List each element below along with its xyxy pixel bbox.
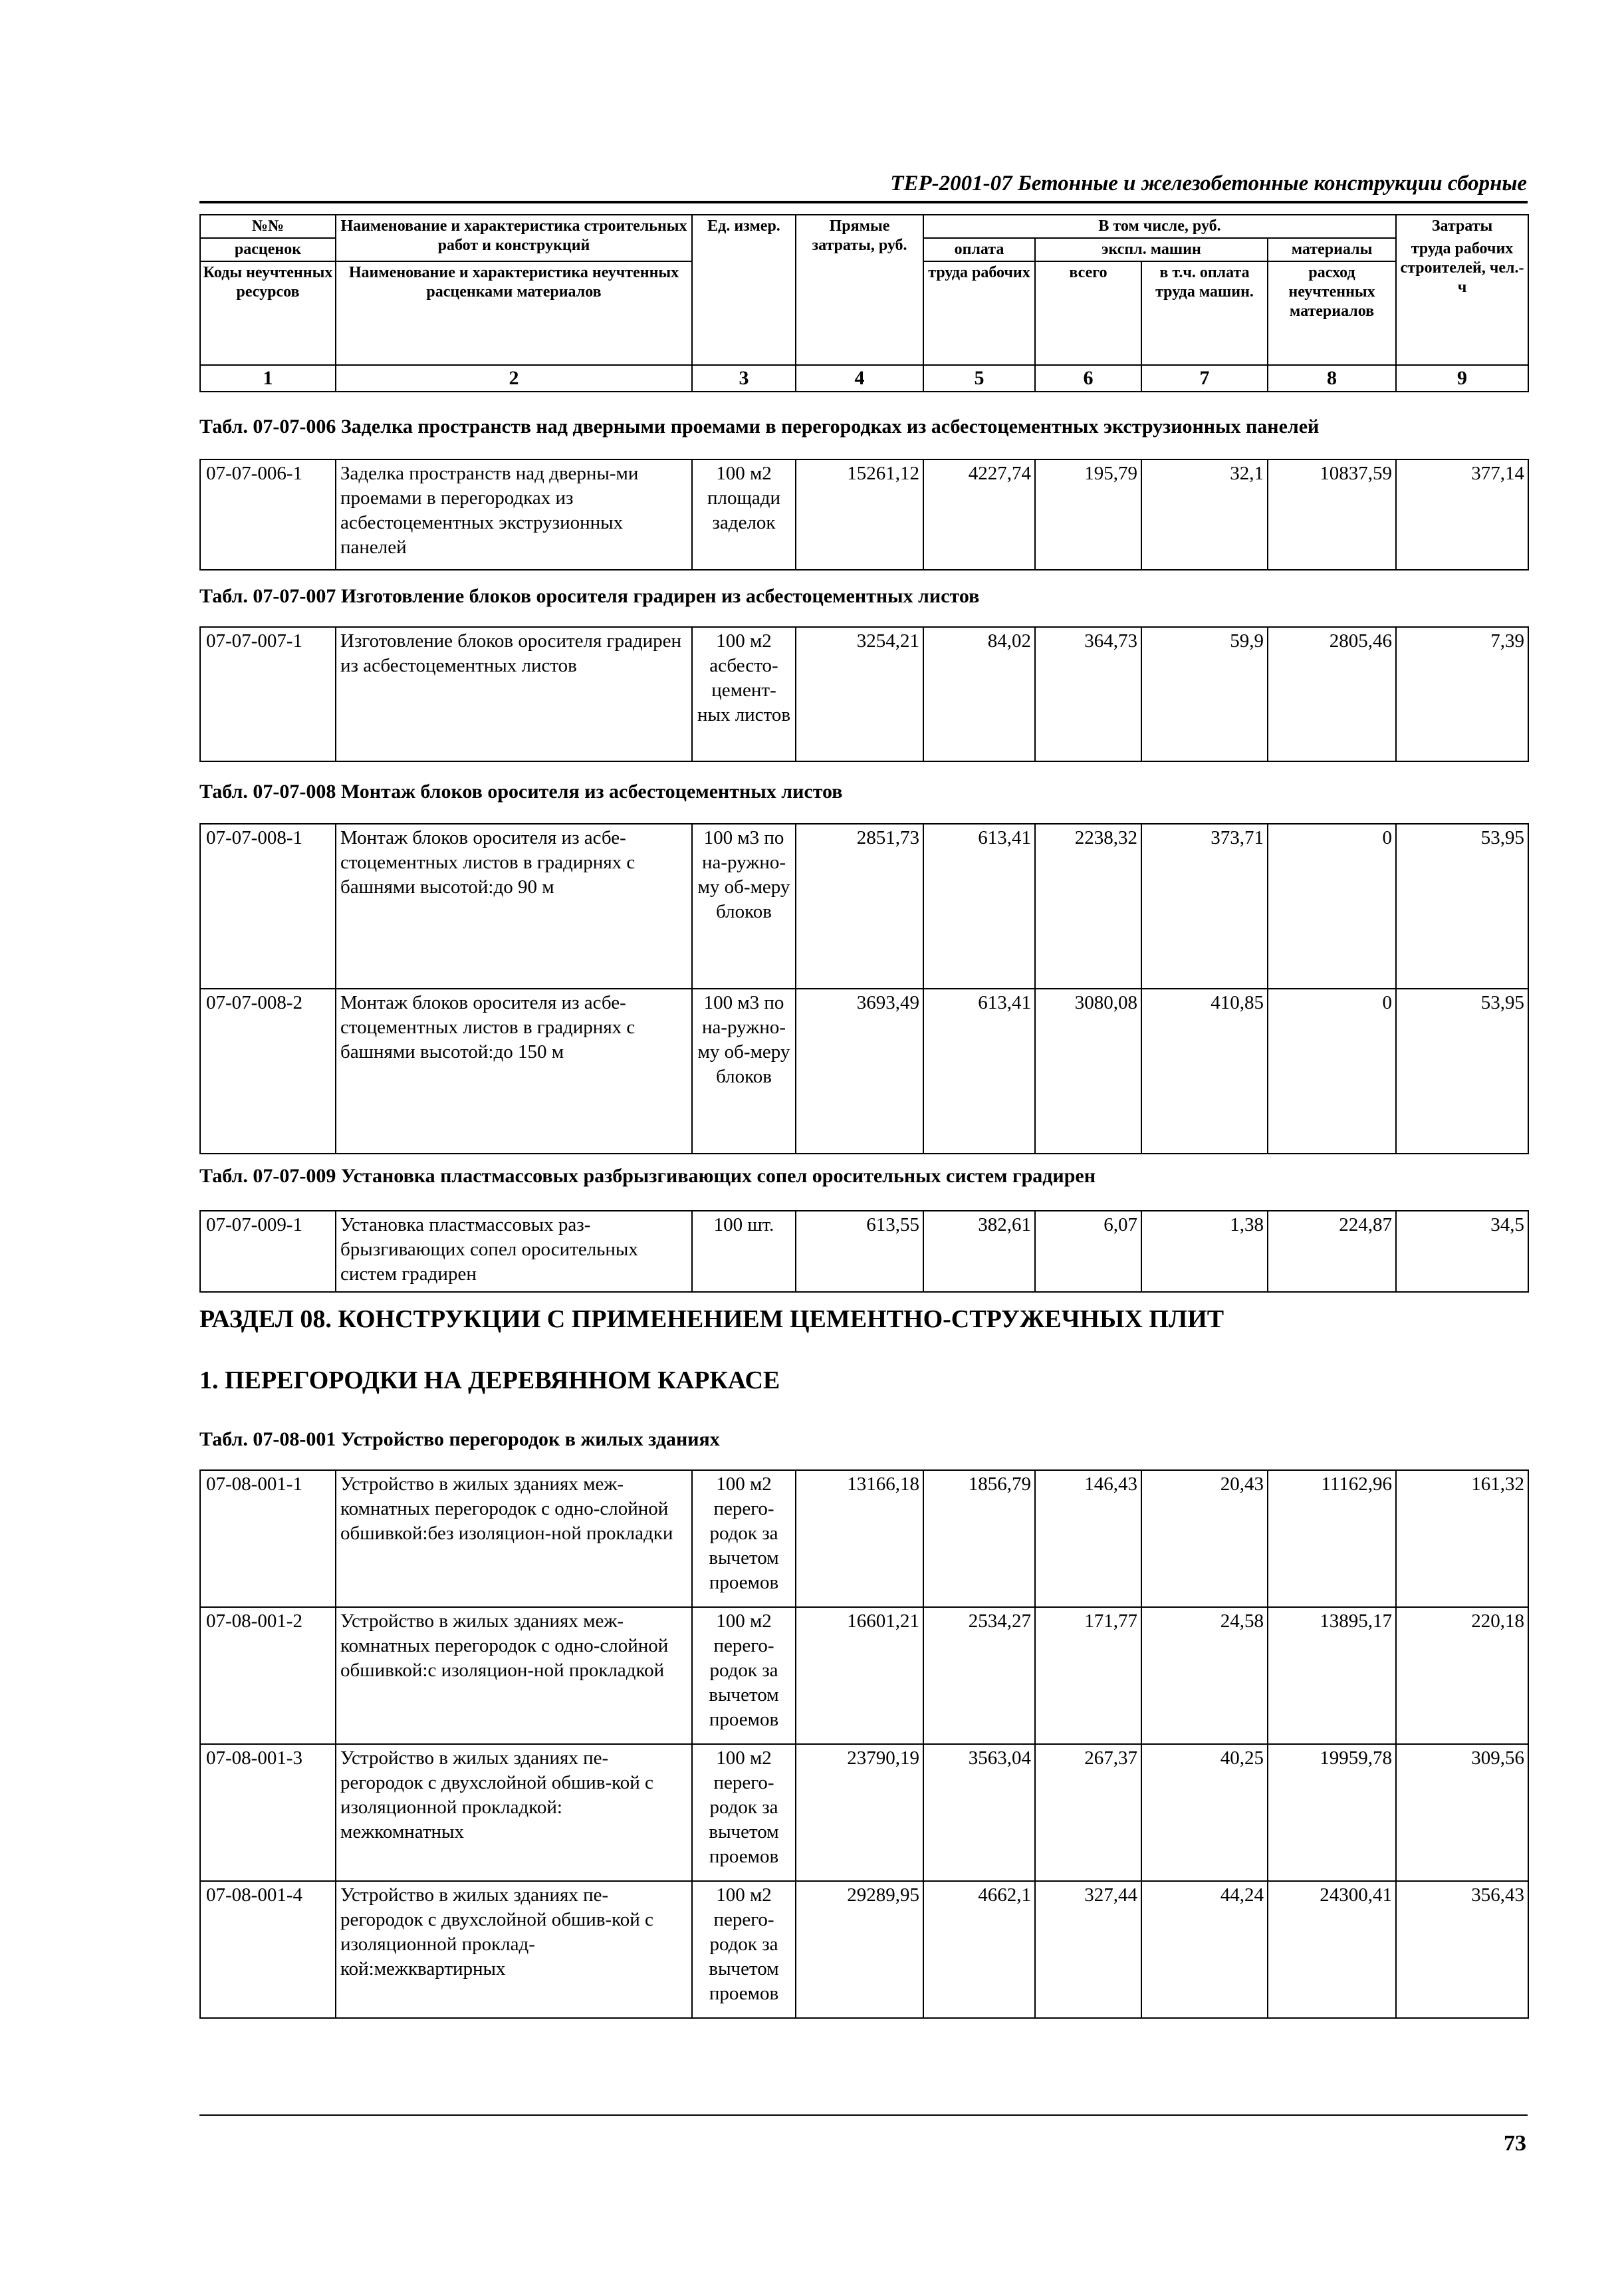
col-number-5: 5 xyxy=(923,365,1035,392)
col-machines-total-header: всего xyxy=(1035,261,1141,365)
work-name: Установка пластмассовых раз-брызгивающих сопел оросительных систем градирен xyxy=(336,1211,692,1292)
labor-hours: 356,43 xyxy=(1396,1881,1528,2018)
rate-table xyxy=(199,459,1529,571)
rate-code: 07-08-001-4 xyxy=(200,1881,336,2018)
table-row xyxy=(200,627,1528,761)
machine-labor-cost: 1,38 xyxy=(1141,1211,1268,1292)
labor-cost: 4662,1 xyxy=(923,1881,1035,2018)
col-number-6: 6 xyxy=(1035,365,1141,392)
col-name-header: Наименование и характеристика строительных работ и конструкций xyxy=(336,215,692,261)
table-row xyxy=(200,459,1528,570)
direct-cost: 13166,18 xyxy=(796,1470,923,1607)
machine-labor-cost: 410,85 xyxy=(1141,989,1268,1154)
col-materials-name-header: Наименование и характеристика неучтенных расценками материалов xyxy=(336,261,692,365)
materials-cost: 224,87 xyxy=(1268,1211,1396,1292)
col-number-1: 1 xyxy=(200,365,336,392)
rate-code: 07-07-008-2 xyxy=(200,989,336,1154)
labor-hours: 53,95 xyxy=(1396,824,1528,989)
col-number-4: 4 xyxy=(796,365,923,392)
direct-cost: 3254,21 xyxy=(796,627,923,761)
col-labor-subheader: труда рабочих xyxy=(923,261,1035,365)
machine-cost: 146,43 xyxy=(1035,1470,1141,1607)
labor-hours: 34,5 xyxy=(1396,1211,1528,1292)
table-row xyxy=(200,989,1528,1154)
machine-labor-cost: 32,1 xyxy=(1141,459,1268,570)
machine-cost: 327,44 xyxy=(1035,1881,1141,2018)
unit-of-measure: 100 м2 перего-родок за вычетом проемов xyxy=(692,1744,796,1881)
col-code-subheader: расценок xyxy=(200,238,336,261)
materials-cost: 2805,46 xyxy=(1268,627,1396,761)
machine-labor-cost: 373,71 xyxy=(1141,824,1268,989)
materials-cost: 13895,17 xyxy=(1268,1607,1396,1744)
col-hours-header: Затраты xyxy=(1396,215,1528,238)
work-name: Заделка пространств над дверны-ми проемами в перегородках из асбестоцементных экструзионных панелей xyxy=(336,459,692,570)
unit-of-measure: 100 м3 по на-ружно-му об-меру блоков xyxy=(692,824,796,989)
materials-cost: 10837,59 xyxy=(1268,459,1396,570)
machine-cost: 364,73 xyxy=(1035,627,1141,761)
labor-hours: 309,56 xyxy=(1396,1744,1528,1881)
rate-table xyxy=(199,823,1529,1154)
labor-cost: 1856,79 xyxy=(923,1470,1035,1607)
col-labor-header: оплата xyxy=(923,238,1035,261)
work-name: Устройство в жилых зданиях меж-комнатных перегородок с одно-слойной обшивкой:без изоляцион-ной прокладки xyxy=(336,1470,692,1607)
running-header: ТЕР-2001-07 Бетонные и железобетонные конструкции сборные xyxy=(890,172,1527,195)
labor-hours: 161,32 xyxy=(1396,1470,1528,1607)
col-resource-codes-header: Коды неучтенных ресурсов xyxy=(200,261,336,365)
table-row xyxy=(200,824,1528,989)
work-name: Монтаж блоков оросителя из асбе-стоцементных листов в градирнях с башнями высотой:до 90 м xyxy=(336,824,692,989)
labor-cost: 613,41 xyxy=(923,824,1035,989)
rate-code: 07-07-007-1 xyxy=(200,627,336,761)
unit-of-measure: 100 м3 по на-ружно-му об-меру блоков xyxy=(692,989,796,1154)
col-number-9: 9 xyxy=(1396,365,1528,392)
labor-cost: 3563,04 xyxy=(923,1744,1035,1881)
work-name: Устройство в жилых зданиях меж-комнатных перегородок с одно-слойной обшивкой:с изоляцион-ной прокладкой xyxy=(336,1607,692,1744)
table-row xyxy=(200,1470,1528,1607)
machine-cost: 2238,32 xyxy=(1035,824,1141,989)
table-caption: Табл. 07-07-009 Установка пластмассовых разбрызгивающих сопел оросительных систем градирен xyxy=(199,1165,1096,1187)
machine-cost: 267,37 xyxy=(1035,1744,1141,1881)
machine-cost: 3080,08 xyxy=(1035,989,1141,1154)
table-row xyxy=(200,1744,1528,1881)
machine-cost: 171,77 xyxy=(1035,1607,1141,1744)
rate-code: 07-07-009-1 xyxy=(200,1211,336,1292)
unit-of-measure: 100 шт. xyxy=(692,1211,796,1292)
labor-cost: 2534,27 xyxy=(923,1607,1035,1744)
table-caption: Табл. 07-08-001 Устройство перегородок в жилых зданиях xyxy=(199,1428,720,1450)
labor-cost: 4227,74 xyxy=(923,459,1035,570)
direct-cost: 29289,95 xyxy=(796,1881,923,2018)
machine-labor-cost: 44,24 xyxy=(1141,1881,1268,2018)
rate-code: 07-08-001-2 xyxy=(200,1607,336,1744)
work-name: Монтаж блоков оросителя из асбе-стоцементных листов в градирнях с башнями высотой:до 150 м xyxy=(336,989,692,1154)
machine-cost: 195,79 xyxy=(1035,459,1141,570)
rate-table xyxy=(199,1210,1529,1293)
unit-of-measure: 100 м2 асбесто-цемент-ных листов xyxy=(692,627,796,761)
col-number-7: 7 xyxy=(1141,365,1268,392)
col-group-header: В том числе, руб. xyxy=(923,215,1396,238)
machine-cost: 6,07 xyxy=(1035,1211,1141,1292)
col-machines-header: экспл. машин xyxy=(1035,238,1268,261)
rate-code: 07-07-006-1 xyxy=(200,459,336,570)
col-materials-header: материалы xyxy=(1268,238,1396,261)
column-header-table xyxy=(199,214,1529,392)
table-caption: Табл. 07-07-006 Заделка пространств над дверными проемами в перегородках из асбестоцементных экструзионных панелей xyxy=(199,416,1320,438)
footer-rule xyxy=(199,2114,1528,2116)
labor-hours: 53,95 xyxy=(1396,989,1528,1154)
labor-cost: 382,61 xyxy=(923,1211,1035,1292)
rate-code: 07-08-001-1 xyxy=(200,1470,336,1607)
table-row xyxy=(200,1607,1528,1744)
direct-cost: 15261,12 xyxy=(796,459,923,570)
labor-cost: 613,41 xyxy=(923,989,1035,1154)
rate-code: 07-08-001-3 xyxy=(200,1744,336,1881)
unit-of-measure: 100 м2 перего-родок за вычетом проемов xyxy=(692,1607,796,1744)
col-machines-labor-header: в т.ч. оплата труда машин. xyxy=(1141,261,1268,365)
materials-cost: 0 xyxy=(1268,989,1396,1154)
header-rule xyxy=(199,201,1528,203)
direct-cost: 2851,73 xyxy=(796,824,923,989)
section-title: РАЗДЕЛ 08. КОНСТРУКЦИИ С ПРИМЕНЕНИЕМ ЦЕМЕНТНО-СТРУЖЕЧНЫХ ПЛИТ xyxy=(199,1305,1224,1333)
materials-cost: 19959,78 xyxy=(1268,1744,1396,1881)
table-row xyxy=(200,1881,1528,2018)
labor-hours: 220,18 xyxy=(1396,1607,1528,1744)
table-caption: Табл. 07-07-008 Монтаж блоков оросителя из асбестоцементных листов xyxy=(199,781,843,803)
table-row xyxy=(200,1211,1528,1292)
col-number-8: 8 xyxy=(1268,365,1396,392)
col-number-2: 2 xyxy=(336,365,692,392)
machine-labor-cost: 40,25 xyxy=(1141,1744,1268,1881)
rate-code: 07-07-008-1 xyxy=(200,824,336,989)
machine-labor-cost: 24,58 xyxy=(1141,1607,1268,1744)
unit-of-measure: 100 м2 площади заделок xyxy=(692,459,796,570)
materials-cost: 0 xyxy=(1268,824,1396,989)
materials-cost: 24300,41 xyxy=(1268,1881,1396,2018)
machine-labor-cost: 20,43 xyxy=(1141,1470,1268,1607)
work-name: Изготовление блоков оросителя градирен из асбестоцементных листов xyxy=(336,627,692,761)
page-number: 73 xyxy=(1504,2131,1526,2156)
unit-of-measure: 100 м2 перего-родок за вычетом проемов xyxy=(692,1881,796,2018)
col-materials-subheader: расход неучтенных материалов xyxy=(1268,261,1396,365)
table-caption: Табл. 07-07-007 Изготовление блоков оросителя градирен из асбестоцементных листов xyxy=(199,585,980,607)
col-code-header: №№ xyxy=(200,215,336,238)
rate-table xyxy=(199,1469,1529,2019)
work-name: Устройство в жилых зданиях пе-регородок с двухслойной обшив-кой с изоляционной прокладкой: межкомнатных xyxy=(336,1744,692,1881)
rate-table xyxy=(199,626,1529,762)
col-number-3: 3 xyxy=(692,365,796,392)
direct-cost: 23790,19 xyxy=(796,1744,923,1881)
direct-cost: 16601,21 xyxy=(796,1607,923,1744)
unit-of-measure: 100 м2 перего-родок за вычетом проемов xyxy=(692,1470,796,1607)
direct-cost: 3693,49 xyxy=(796,989,923,1154)
subsection-title: 1. ПЕРЕГОРОДКИ НА ДЕРЕВЯННОМ КАРКАСЕ xyxy=(199,1366,780,1394)
machine-labor-cost: 59,9 xyxy=(1141,627,1268,761)
direct-cost: 613,55 xyxy=(796,1211,923,1292)
materials-cost: 11162,96 xyxy=(1268,1470,1396,1607)
work-name: Устройство в жилых зданиях пе-регородок с двухслойной обшив-кой с изоляционной проклад-кой:межквартирных xyxy=(336,1881,692,2018)
labor-hours: 377,14 xyxy=(1396,459,1528,570)
col-hours-subheader: труда рабочих строителей, чел.-ч xyxy=(1396,238,1528,365)
col-direct-header: Прямые затраты, руб. xyxy=(796,215,923,365)
labor-cost: 84,02 xyxy=(923,627,1035,761)
col-unit-header: Ед. измер. xyxy=(692,215,796,365)
labor-hours: 7,39 xyxy=(1396,627,1528,761)
